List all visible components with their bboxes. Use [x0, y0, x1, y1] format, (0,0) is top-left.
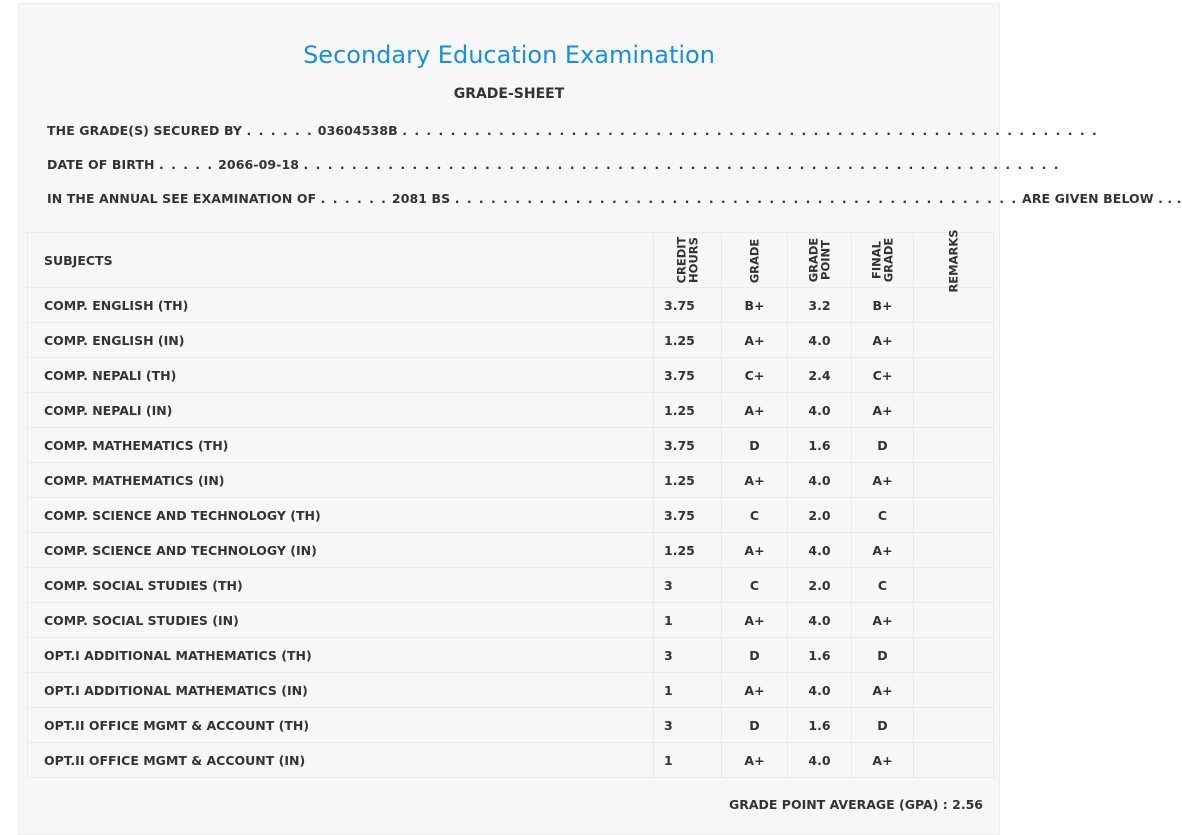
secured-by-trail-dots: . . . . . . . . . . . . . . . . . . . . . . . . . . . . . . . . . . . . . . . . . . . . . . . . . . . . . . . . . . [402, 123, 1099, 138]
final-grade-cell: A+ [852, 673, 914, 708]
subject-cell: COMP. ENGLISH (TH) [28, 288, 654, 323]
subject-cell: OPT.I ADDITIONAL MATHEMATICS (IN) [28, 673, 654, 708]
grade-point-cell: 4.0 [788, 463, 852, 498]
subject-cell: OPT.II OFFICE MGMT & ACCOUNT (IN) [28, 743, 654, 778]
dob-trail-dots: . . . . . . . . . . . . . . . . . . . . . . . . . . . . . . . . . . . . . . . . . . . . . . . . . . . . . . . . . . . . . . . [303, 157, 1061, 172]
secured-by-line [47, 123, 1098, 138]
remarks-cell [914, 533, 994, 568]
remarks-cell [914, 638, 994, 673]
table-row [28, 358, 994, 393]
grade-point-cell: 4.0 [788, 533, 852, 568]
remarks-cell [914, 498, 994, 533]
header-remarks: REMARKS [914, 233, 994, 288]
header-grade: GRADE [722, 233, 788, 288]
grade-cell: A+ [722, 463, 788, 498]
final-grade-cell: A+ [852, 533, 914, 568]
grade-sheet-card [18, 3, 1182, 835]
grades-table [27, 228, 994, 778]
exam-line [47, 191, 1182, 206]
header-final-grade: FINAL GRADE [852, 233, 914, 288]
grade-cell: C [722, 498, 788, 533]
table-header-row [28, 233, 994, 288]
remarks-cell [914, 568, 994, 603]
table-row [28, 533, 994, 568]
subject-cell: COMP. SCIENCE AND TECHNOLOGY (IN) [28, 533, 654, 568]
remarks-cell [914, 323, 994, 358]
grade-cell: D [722, 708, 788, 743]
subject-cell: COMP. NEPALI (IN) [28, 393, 654, 428]
exam-label: IN THE ANNUAL SEE EXAMINATION OF [47, 191, 317, 206]
final-grade-cell: D [852, 428, 914, 463]
grade-cell: D [722, 428, 788, 463]
symbol-number: 03604538B [317, 123, 398, 138]
credit-hours-cell: 1 [654, 673, 722, 708]
table-row [28, 498, 994, 533]
table-row [28, 673, 994, 708]
credit-hours-cell: 3.75 [654, 428, 722, 463]
grade-point-cell: 4.0 [788, 603, 852, 638]
subject-cell: COMP. MATHEMATICS (TH) [28, 428, 654, 463]
final-grade-cell: D [852, 638, 914, 673]
grade-cell: A+ [722, 743, 788, 778]
grade-cell: A+ [722, 533, 788, 568]
dob-value: 2066-09-18 [218, 157, 300, 172]
remarks-cell [914, 463, 994, 498]
grade-point-cell: 4.0 [788, 743, 852, 778]
dob-label: DATE OF BIRTH [47, 157, 155, 172]
grade-point-cell: 4.0 [788, 393, 852, 428]
final-grade-cell: B+ [852, 288, 914, 323]
remarks-cell [914, 673, 994, 708]
grade-point-cell: 2.0 [788, 498, 852, 533]
subject-cell: COMP. SCIENCE AND TECHNOLOGY (TH) [28, 498, 654, 533]
remarks-cell [914, 708, 994, 743]
credit-hours-cell: 1 [654, 603, 722, 638]
table-row [28, 743, 994, 778]
grade-point-cell: 2.4 [788, 358, 852, 393]
subject-cell: OPT.II OFFICE MGMT & ACCOUNT (TH) [28, 708, 654, 743]
final-grade-cell: A+ [852, 393, 914, 428]
grade-point-cell: 1.6 [788, 638, 852, 673]
header-credit-hours: CREDIT HOURS [654, 233, 722, 288]
subject-cell: COMP. ENGLISH (IN) [28, 323, 654, 358]
grade-point-cell: 4.0 [788, 323, 852, 358]
final-grade-cell: A+ [852, 603, 914, 638]
grade-point-cell: 1.6 [788, 708, 852, 743]
secured-by-label: THE GRADE(S) SECURED BY [47, 123, 243, 138]
subject-cell: COMP. SOCIAL STUDIES (TH) [28, 568, 654, 603]
credit-hours-cell: 1.25 [654, 323, 722, 358]
final-grade-cell: A+ [852, 743, 914, 778]
remarks-cell [914, 428, 994, 463]
gpa-label: GRADE POINT AVERAGE (GPA) : [728, 797, 948, 812]
final-grade-cell: C+ [852, 358, 914, 393]
exam-suffix: ARE GIVEN BELOW . . . [1022, 191, 1182, 206]
credit-hours-cell: 3 [654, 568, 722, 603]
gpa-value: 2.56 [952, 797, 983, 812]
dob-line [47, 157, 1060, 172]
header-grade-point: GRADE POINT [788, 233, 852, 288]
final-grade-cell: A+ [852, 323, 914, 358]
grade-cell: D [722, 638, 788, 673]
table-row [28, 638, 994, 673]
final-grade-cell: C [852, 498, 914, 533]
credit-hours-cell: 1.25 [654, 463, 722, 498]
final-grade-cell: D [852, 708, 914, 743]
grade-cell: A+ [722, 603, 788, 638]
grade-cell: B+ [722, 288, 788, 323]
exam-trail-dots: . . . . . . . . . . . . . . . . . . . . . . . . . . . . . . . . . . . . . . . . . . . . . . . [454, 191, 1018, 206]
exam-lead-dots: . . . . . . [320, 191, 388, 206]
remarks-cell [914, 603, 994, 638]
exam-year: 2081 BS [391, 191, 451, 206]
credit-hours-cell: 3.75 [654, 358, 722, 393]
exam-title: Secondary Education Examination [303, 41, 715, 69]
credit-hours-cell: 3.75 [654, 498, 722, 533]
table-row [28, 428, 994, 463]
grade-cell: A+ [722, 393, 788, 428]
table-row [28, 323, 994, 358]
table-row [28, 708, 994, 743]
subject-cell: COMP. NEPALI (TH) [28, 358, 654, 393]
credit-hours-cell: 1 [654, 743, 722, 778]
header-subjects: SUBJECTS [28, 233, 654, 288]
grade-cell: A+ [722, 673, 788, 708]
table-row [28, 393, 994, 428]
remarks-cell [914, 288, 994, 323]
grade-cell: A+ [722, 323, 788, 358]
final-grade-cell: C [852, 568, 914, 603]
grade-point-cell: 2.0 [788, 568, 852, 603]
remarks-cell [914, 743, 994, 778]
grade-point-cell: 4.0 [788, 673, 852, 708]
credit-hours-cell: 1.25 [654, 533, 722, 568]
table-row [28, 603, 994, 638]
gpa-line [729, 797, 983, 812]
grade-point-cell: 3.2 [788, 288, 852, 323]
credit-hours-cell: 3 [654, 708, 722, 743]
subject-cell: COMP. SOCIAL STUDIES (IN) [28, 603, 654, 638]
table-row [28, 568, 994, 603]
credit-hours-cell: 3.75 [654, 288, 722, 323]
remarks-cell [914, 358, 994, 393]
grade-cell: C [722, 568, 788, 603]
table-row [28, 463, 994, 498]
grade-sheet-title: GRADE-SHEET [453, 86, 565, 102]
table-row [28, 288, 994, 323]
dob-lead-dots: . . . . . [159, 157, 214, 172]
remarks-cell [914, 393, 994, 428]
secured-by-lead-dots: . . . . . . [246, 123, 314, 138]
credit-hours-cell: 1.25 [654, 393, 722, 428]
credit-hours-cell: 3 [654, 638, 722, 673]
grade-point-cell: 1.6 [788, 428, 852, 463]
subject-cell: COMP. MATHEMATICS (IN) [28, 463, 654, 498]
subject-cell: OPT.I ADDITIONAL MATHEMATICS (TH) [28, 638, 654, 673]
final-grade-cell: A+ [852, 463, 914, 498]
grade-cell: C+ [722, 358, 788, 393]
